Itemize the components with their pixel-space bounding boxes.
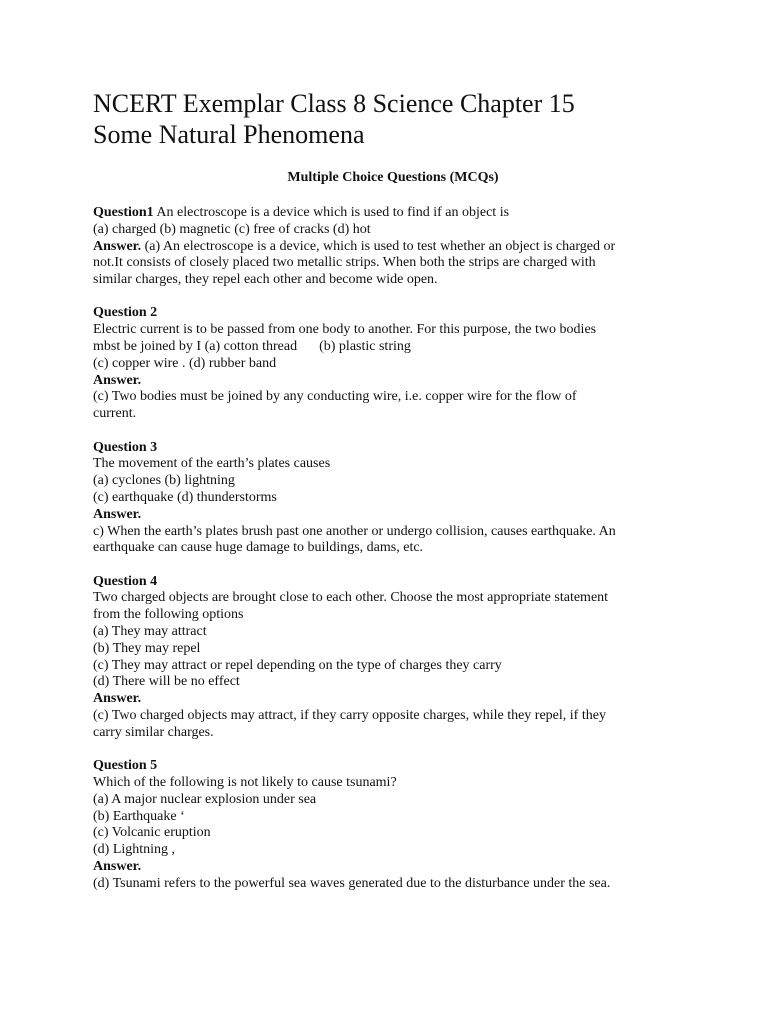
question-4 (93, 574, 693, 742)
document-page (93, 88, 693, 892)
question-5-text-line: Which of the following is not likely to cause tsunami? (93, 774, 397, 790)
answer-label: Answer. (93, 372, 142, 388)
question-1-text: An electroscope is a device which is used to find if an object is (153, 205, 510, 220)
answer-label: Answer. (93, 691, 142, 707)
question-5-heading: Question 5 (93, 758, 158, 774)
title-line-1: NCERT Exemplar Class 8 Science Chapter 15 (93, 89, 575, 118)
question-2-text-line-2 (93, 339, 693, 356)
question-3 (93, 440, 693, 558)
question-5-answer-line-1: (d) Tsunami refers to the powerful sea waves generated due to the disturbance under the sea. (93, 875, 611, 891)
question-1-answer-line-3: similar charges, they repel each other and become wide open. (93, 272, 438, 288)
question-1-heading: Question1 (93, 205, 154, 220)
question-4-option-a: (a) They may attract (93, 624, 207, 640)
question-2-answer-line-1: (c) Two bodies must be joined by any conducting wire, i.e. copper wire for the flow of (93, 389, 577, 405)
question-1-answer-line (93, 239, 693, 256)
question-4-option-c: (c) They may attract or repel depending on the type of charges they carry (93, 657, 502, 673)
question-1-text-line (93, 205, 693, 222)
question-5-option-d: (d) Lightning , (93, 842, 176, 858)
question-2-option-line: (c) copper wire . (d) rubber band (93, 355, 277, 371)
question-4-text-line-1: Two charged objects are brought close to each other. Choose the most appropriate statement (93, 590, 609, 606)
question-1-option-line: (a) charged (b) magnetic (c) free of cracks (d) hot (93, 221, 371, 237)
question-2-text-line-2a: mbst be joined by I (a) cotton thread (93, 339, 298, 355)
question-4-answer-line-1: (c) Two charged objects may attract, if they carry opposite charges, while they repel, if they (93, 708, 606, 724)
question-2-text-line-2b: (b) plastic string (319, 339, 411, 355)
question-4-text-line-2: from the following options (93, 607, 244, 623)
question-1-answer-inline: (a) An electroscope is a device, which is used to test whether an object is charged or (141, 238, 616, 254)
question-4-heading: Question 4 (93, 573, 158, 589)
question-3-text-line: The movement of the earth’s plates causes (93, 456, 331, 472)
question-5-option-c: (c) Volcanic eruption (93, 825, 211, 841)
answer-label: Answer. (93, 238, 142, 254)
question-4-option-b: (b) They may repel (93, 640, 201, 656)
question-1 (93, 205, 693, 289)
answer-label: Answer. (93, 506, 142, 522)
question-2 (93, 305, 693, 423)
question-3-answer-line-1: c) When the earth’s plates brush past one another or undergo collision, causes earthquake. An (93, 523, 616, 539)
question-5-option-a: (a) A major nuclear explosion under sea (93, 791, 317, 807)
question-3-option-line-1: (a) cyclones (b) lightning (93, 473, 235, 489)
question-2-answer-line-2: current. (93, 406, 137, 422)
section-subtitle: Multiple Choice Questions (MCQs) (287, 170, 499, 185)
question-2-heading: Question 2 (93, 305, 158, 321)
question-5-option-b: (b) Earthquake ‘ (93, 808, 185, 824)
page-title (93, 88, 693, 150)
question-3-heading: Question 3 (93, 439, 158, 455)
question-1-answer-line-2: not.It consists of closely placed two metallic strips. When both the strips are charged with (93, 255, 596, 271)
answer-label: Answer. (93, 858, 142, 874)
question-4-option-d: (d) There will be no effect (93, 674, 240, 690)
question-5 (93, 758, 693, 892)
title-line-2: Some Natural Phenomena (93, 120, 365, 149)
question-3-option-line-2: (c) earthquake (d) thunderstorms (93, 489, 277, 505)
question-4-answer-line-2: carry similar charges. (93, 724, 214, 740)
question-2-text-line-1: Electric current is to be passed from one body to another. For this purpose, the two bodies (93, 322, 597, 338)
question-3-answer-line-2: earthquake can cause huge damage to buildings, dams, etc. (93, 540, 424, 556)
